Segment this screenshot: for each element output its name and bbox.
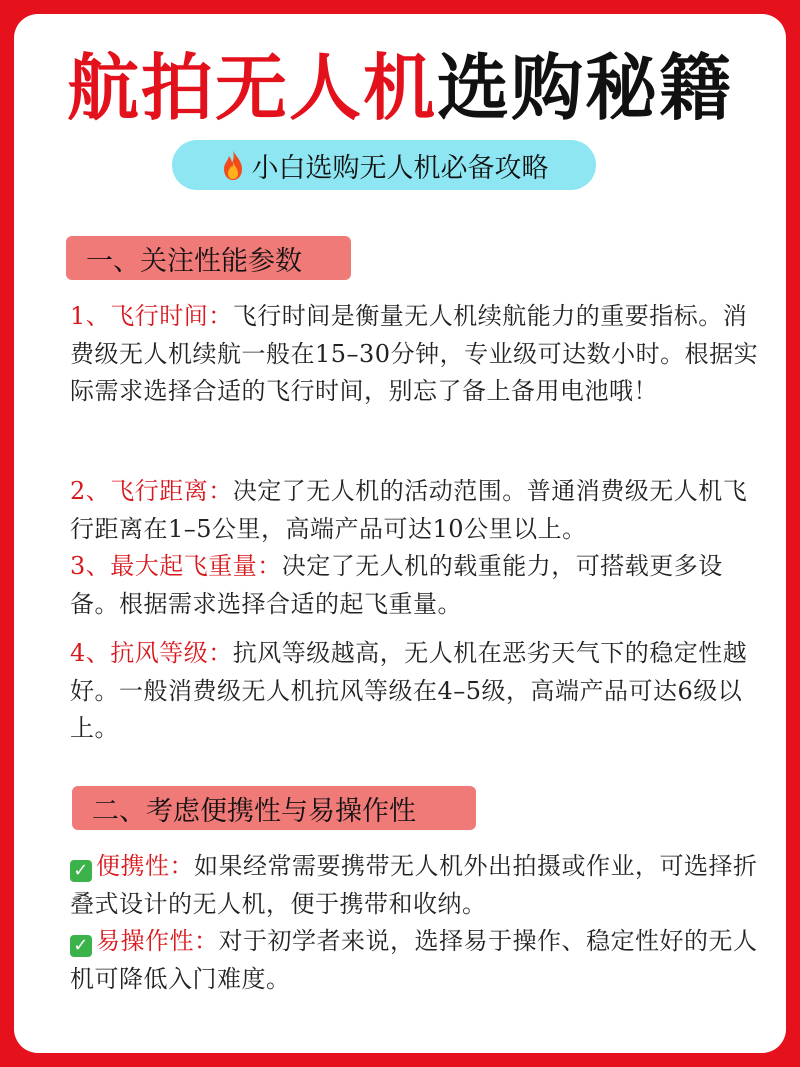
tip-portability [70,848,770,923]
tip-text: 对于初学者来说，选择易于操作、稳定性好的无人机可降低入门难度。 [70,927,758,993]
title-black-part: 选购秘籍 [437,46,734,130]
param-label: 1、飞行时间： [70,302,233,330]
fire-icon [220,149,246,181]
param-wind-resistance [70,635,770,748]
subtitle-text: 小白选购无人机必备攻略 [251,152,549,184]
tip-label: 易操作性： [96,927,219,955]
param-flight-time [70,298,770,411]
content-card [14,14,786,1053]
param-text: 决定了无人机的载重能力，可搭载更多设备。根据需求选择合适的起飞重量。 [70,552,723,618]
check-mark-icon: ✓ [70,860,92,882]
param-text: 抗风等级越高，无人机在恶劣天气下的稳定性越好。一般消费级无人机抗风等级在4–5级，高端产品可达6级以上。 [70,639,748,742]
check-mark-icon: ✓ [70,935,92,957]
subtitle-banner [172,140,596,190]
tip-text: 如果经常需要携带无人机外出拍摄或作业，可选择折叠式设计的无人机，便于携带和收纳。 [70,852,758,918]
param-flight-distance [70,473,770,548]
tip-label: 便携性： [96,852,194,880]
param-label: 3、最大起飞重量： [70,552,282,580]
tip-ease-of-use [70,923,770,998]
param-label: 4、抗风等级： [70,639,233,667]
param-text: 飞行时间是衡量无人机续航能力的重要指标。消费级无人机续航一般在15–30分钟，专业级可达数小时。根据实际需求选择合适的飞行时间，别忘了备上备用电池哦！ [70,302,759,405]
param-max-takeoff-weight [70,548,770,623]
page-title [14,44,786,132]
section-heading-performance: 一、关注性能参数 [66,236,351,280]
param-text: 决定了无人机的活动范围。普通消费级无人机飞行距离在1–5公里，高端产品可达10公里以上。 [70,477,748,543]
title-red-part: 航拍无人机 [66,46,437,130]
section-heading-portability: 二、考虑便携性与易操作性 [72,786,476,830]
param-label: 2、飞行距离： [70,477,233,505]
